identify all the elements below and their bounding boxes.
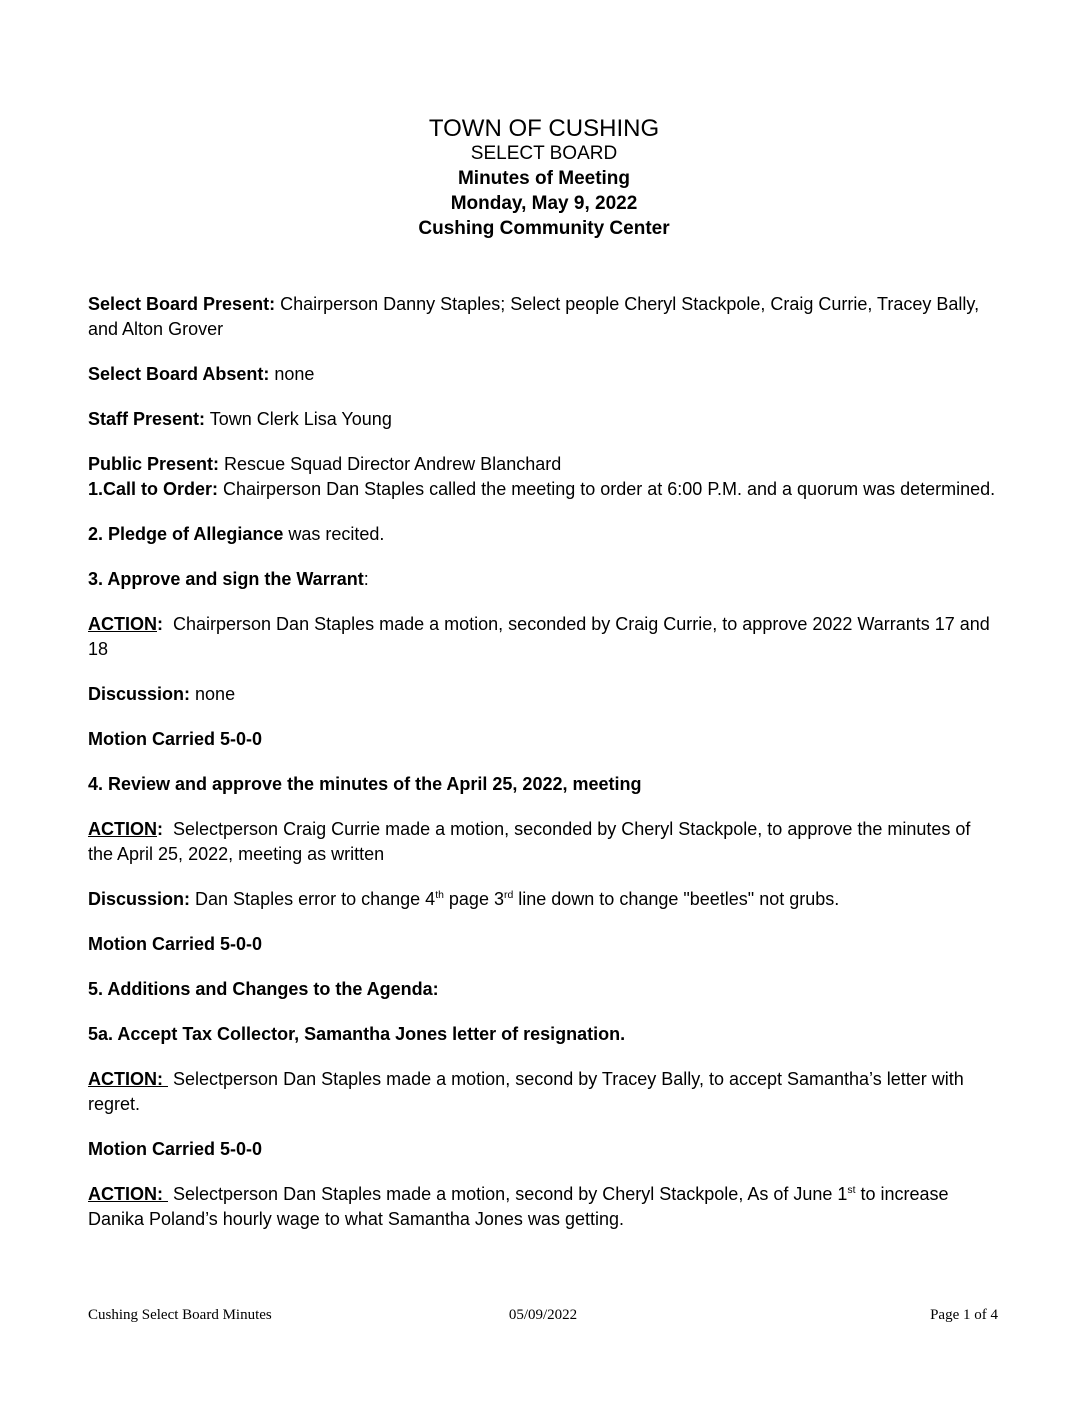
attendance-absent-label: Select Board Absent: — [88, 364, 270, 384]
item-5-heading: 5. Additions and Changes to the Agenda: — [88, 979, 439, 999]
call-to-order-label: 1.Call to Order: — [88, 479, 219, 499]
action-3-text: Selectperson Dan Staples made a motion, second by Tracey Bally, to accept Samantha’s letter with regret. — [88, 1069, 969, 1114]
call-to-order-text: Chairperson Dan Staples called the meeting to order at 6:00 P.M. and a quorum was determined. — [218, 479, 996, 499]
discussion-1 — [88, 682, 1000, 707]
discussion-1-label: Discussion: — [88, 684, 191, 704]
discussion-2-label: Discussion: — [88, 889, 191, 909]
action-1-label: ACTION — [88, 614, 157, 634]
discussion-2-text-pre: Dan Staples error to change 4 — [190, 889, 436, 909]
action-3-label: ACTION: — [88, 1069, 168, 1089]
discussion-2-text-mid: page 3 — [443, 889, 504, 909]
action-4-text-pre: Selectperson Dan Staples made a motion, second by Cheryl Stackpole, As of June 1 — [168, 1184, 848, 1204]
pledge-label: 2. Pledge of Allegiance — [88, 524, 284, 544]
call-to-order — [88, 477, 1000, 502]
staff-present-text: Town Clerk Lisa Young — [205, 409, 392, 429]
action-2 — [88, 817, 1000, 867]
pledge-of-allegiance — [88, 522, 1000, 547]
document-content — [88, 116, 1000, 1252]
action-4-sup-st: st — [847, 1185, 856, 1196]
staff-present — [88, 407, 1000, 432]
attendance-absent — [88, 362, 1000, 387]
pledge-text: was recited. — [283, 524, 385, 544]
discussion-2-sup-th: th — [435, 890, 444, 901]
action-2-text: Selectperson Craig Currie made a motion, seconded by Cheryl Stackpole, to approve the minutes of the April 25, 2022, meeting as written — [88, 819, 976, 864]
action-1-text: Chairperson Dan Staples made a motion, seconded by Craig Currie, to approve 2022 Warrants 17 and 18 — [88, 614, 995, 659]
attendance-absent-text: none — [269, 364, 315, 384]
action-3 — [88, 1067, 1000, 1117]
item-3-heading-colon: : — [363, 569, 369, 589]
document-title: TOWN OF CUSHING — [428, 115, 660, 142]
action-4 — [88, 1182, 1000, 1232]
motion-carried-3: Motion Carried 5-0-0 — [88, 1139, 263, 1159]
public-present-text: Rescue Squad Director Andrew Blanchard — [219, 454, 562, 474]
attendance-present-label: Select Board Present: — [88, 294, 276, 314]
footer-document-name: Cushing Select Board Minutes — [88, 1307, 272, 1323]
footer-date: 05/09/2022 — [508, 1307, 578, 1323]
action-1 — [88, 612, 1000, 662]
staff-present-label: Staff Present: — [88, 409, 206, 429]
document-header — [88, 116, 1000, 241]
item-4-heading: 4. Review and approve the minutes of the April 25, 2022, meeting — [88, 774, 642, 794]
discussion-1-text: none — [190, 684, 236, 704]
header-meeting-location: Cushing Community Center — [418, 218, 670, 239]
item-3-heading-text: 3. Approve and sign the Warrant — [88, 569, 364, 589]
attendance-present-text: Chairperson Danny Staples; Select people Cheryl Stackpole, Craig Currie, Tracey Bally, and Alton Grover — [88, 294, 985, 339]
header-doc-type: Minutes of Meeting — [457, 168, 631, 189]
discussion-2-text-post: line down to change "beetles" not grubs. — [513, 889, 840, 909]
header-meeting-date: Monday, May 9, 2022 — [450, 193, 638, 214]
action-4-label: ACTION: — [88, 1184, 168, 1204]
discussion-2-sup-rd: rd — [503, 890, 514, 901]
action-4-text-post: to increase Danika Poland’s hourly wage to what Samantha Jones was getting. — [88, 1184, 954, 1229]
action-2-colon: : — [157, 819, 163, 839]
motion-carried-2: Motion Carried 5-0-0 — [88, 934, 263, 954]
public-present-label: Public Present: — [88, 454, 220, 474]
public-present — [88, 452, 1000, 477]
discussion-2 — [88, 887, 1000, 912]
page-footer — [88, 1306, 998, 1325]
header-board-name: SELECT BOARD — [470, 143, 618, 164]
action-2-label: ACTION — [88, 819, 157, 839]
action-1-colon: : — [157, 614, 163, 634]
attendance-present — [88, 292, 1000, 342]
motion-carried-1: Motion Carried 5-0-0 — [88, 729, 263, 749]
item-5a-heading: 5a. Accept Tax Collector, Samantha Jones letter of resignation. — [88, 1024, 626, 1044]
footer-page-number: Page 1 of 4 — [930, 1307, 998, 1323]
item-3-heading — [88, 567, 1000, 592]
